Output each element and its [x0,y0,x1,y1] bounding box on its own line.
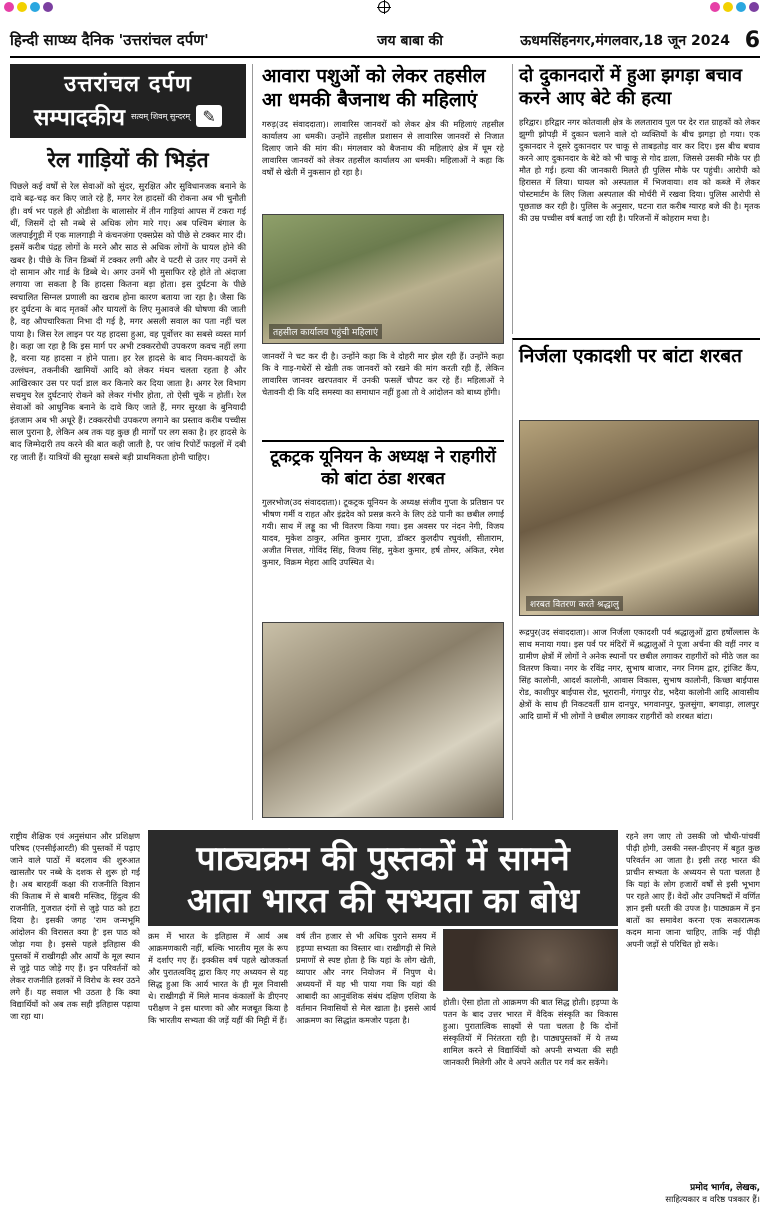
feature-col-c1: क्रम में भारत के इतिहास में आर्य अब आक्रमणकारी नहीं, बल्कि भारतीय मूल के रूप में दर्शाए गए हैं। इक्कीस वर्ष पहले खोजकर्ता और पुरातत्वविद् द्वारा किए गए अध्ययन से यह सिद्ध हुआ कि आर्य भारत के ही मूल निवासी थे। राखीगढ़ी में मिले मानव कंकालों के डीएनए परीक्षण ने इस धारणा को और मजबूत किया है कि भारतीय सभ्यता की जड़ें यहीं की मिट्टी में हैं। [148,931,288,1025]
story-union [262,440,504,820]
dot-icon [30,2,40,12]
feature-illustration [443,929,618,991]
story-cattle-body: गरुड़(उद संवाददाता)। लावारिस जानवरों को लेकर क्षेत्र की महिलाएं तहसील कार्यालय आ धमकी। उन्होंने तहसील प्रशासन से लावारिस जानवरों से निजात दिलाए जाने की मांग की। मंगलवार को बैजनाथ की महिलाएं क्षेत्र में घूम रहे लावारिस जानवरों को लेकर तहसील कार्यालय आ धमकी। महिलाओं ने कहा कि वर्षों से खेती में नुकसान हो रहा है। [262,119,504,177]
story-union-body: गुलरभोज(उद संवाददाता)। टूकट्रक यूनियन के अध्यक्ष संजीव गुप्ता के प्रतिष्ठान पर भीषण गर्मी व राहत और इंद्रदेव को प्रसन्न करने के लिए ठंडे पानी का छबील लगाई गयी। साथ में लड्डू का भी वितरण किया गया। इस अवसर पर नंदन नेगी, विजय यादव, मुकेश ठाकुर, अमित कुमार गुप्ता, डॉक्टर कुलदीप रघुवंशी, सीताराम, अजीत मित्तल, गोविंद सिंह, विजय सिंह, मुकेश कुमार, हर्ष तोमर, अंकित, रमेश कुमार, विक्रम मेहरा आदि उपस्थित थे। [262,497,504,567]
print-registration-strip [0,0,770,14]
place-date: ऊधमसिंहनगर,मंगलवार,18 जून 2024 [520,32,730,49]
nirjala-photo-caption: शरबत वितरण करते श्रद्धालु [526,596,623,611]
editorial-banner [10,64,246,138]
story-shop-body: हरिद्वार। हरिद्वार नगर कोतवाली क्षेत्र के ललताराव पुल पर देर रात ग्राहकों को लेकर झुग्गी झोपड़ी में दुकान चलाने वाले दो व्यक्तियों के बीच झगड़ा हो गया। एक दुकानदार ने दूसरे दुकानदार पर चाकू से ताबड़तोड़ वार कर दिए। इस बीच बचाव करने आए दुकानदार के बेटे को भी चाकू से गोद डाला, जिससे उसकी मौके पर ही मौत हो गई। हत्या की जानकारी मिलते ही पुलिस मौके पर पहुंची। आरोपी को हिरासत में लिया। घायल को अस्पताल में भिजवाया। शव को कब्जे में लेकर पोस्टमार्टम के लिए जिला अस्पताल की मोर्चरी में रखवा दिया। पुलिस आरोपी से पूछताछ कर रही है। पुलिस के अनुसार, घटना रात करीब ग्यारह बजे की है। मृतक की उम्र पच्चीस वर्ष बताई जा रही है। परिजनों में कोहराम मचा है। [519,117,760,223]
feature-byline-role: साहित्यकार व वरिष्ठ पत्रकार हैं। [665,1195,760,1205]
story-cattle-headline: आवारा पशुओं को लेकर तहसील आ धमकी बैजनाथ की महिलाएं [262,65,486,111]
editorial-section-title: सम्पादकीय [33,104,125,131]
dot-icon [43,2,53,12]
story-shop-headline: दो दुकानदारों में हुआ झगड़ा बचाव करने आए बेटे की हत्या [519,65,742,109]
feature-col-right-text: रहने लग जाए तो उसकी जो चौथी-पांचवीं पीढ़ी होगी, उसकी नस्ल-डीएनए में बहुत कुछ परिवर्तन आ जाता है। इसी तरह भारत की प्राचीन सभ्यता के अध्ययन से पता चलता है कि यहां के लोग हजारों वर्षों से इसी भूभाग पर रहते आए हैं। वेदों और उपनिषदों में वर्णित ज्ञान इसी धरती की उपज है। पाठ्यक्रम में इन बातों का समावेश करना एक सकारात्मक कदम माना जाना चाहिए, ताकि नई पीढ़ी अपनी जड़ों से परिचित हो सके। [626,831,760,949]
editorial-column [10,64,253,820]
story-nirjala-headline: निर्जला एकादशी पर बांटा शरबत [519,345,742,367]
nirjala-sharbat-photo [519,420,759,616]
page-number: 6 [744,27,760,53]
cattle-photo-caption: तहसील कार्यालय पहुंची महिलाएं [269,324,382,339]
dot-icon [4,2,14,12]
feature-banner-line1: पाठ्यक्रम की पुस्तकों में सामने [196,839,570,879]
feature-col-c2: वर्ष तीन हजार से भी अधिक पुराने समय में हड़प्पा सभ्यता का विस्तार था। राखीगढ़ी से मिले प्रमाणों से स्पष्ट होता है कि यहां के लोग खेती, व्यापार और नगर नियोजन में निपुण थे। अध्ययनों में यह भी पाया गया कि यहां की आबादी का आनुवंशिक संबंध दक्षिण एशिया के वर्तमान निवासियों से मेल खाता है। इससे आर्य आक्रमण का सिद्धांत कमजोर पड़ता है। [296,931,436,1025]
editorial-headline: रेल गाड़ियों की भिड़ंत [47,147,209,172]
story-cattle-body-continued: जानवरों ने चट कर दी है। उन्होंने कहा कि वे दोहरी मार झेल रही हैं। उन्होंने कहा कि वे गाड़-गधेरों से खेती तक जानवरों को रखने की मांग करती रही हैं, लेकिन लावारिस जानवर खरपतवार में उनकी फसलें चौपट कर रहे हैं। महिलाओं ने चेतावनी दी कि यदि समस्या का समाधान नहीं हुआ तो वे आंदोलन को बाध्य होंगी। [262,351,504,397]
pen-icon: ✎ [196,105,222,127]
feature-banner-line2: आता भारत की सभ्यता का बोध [186,881,580,921]
dot-icon [710,2,720,12]
story-union-headline: टूकट्रक यूनियन के अध्यक्ष ने राहगीरों को बांटा ठंडा शरबत [270,447,496,489]
cattle-protest-photo [262,214,504,344]
feature-banner [148,830,618,926]
story-nirjala [512,338,760,820]
masthead-motto: जय बाबा की [377,32,443,49]
story-cattle [262,64,504,436]
registration-target-icon [378,1,390,13]
feature-col-c3: होती। ऐसा होता तो आक्रमण की बात सिद्ध होती। हड़प्पा के पतन के बाद उत्तर भारत में वैदिक संस्कृति का विकास हुआ। पुरातात्विक साक्ष्यों से पता चलता है कि दोनों संस्कृतियों में निरंतरता रही है। पाठ्यपुस्तकों में ये तथ्य शामिल करने से विद्यार्थियों को अपनी सभ्यता की सही जानकारी मिलेगी और वे अपने अतीत पर गर्व कर सकेंगे। [443,997,618,1067]
feature-byline-author: प्रमोद भार्गव, लेखक, [690,1183,760,1193]
page-masthead [10,24,760,58]
color-registration-dots-left [4,2,53,12]
dot-icon [723,2,733,12]
dot-icon [17,2,27,12]
story-shop-fight [512,64,760,334]
editorial-body: पिछले कई वर्षों से रेल सेवाओं को सुंदर, सुरक्षित और सुविधानजक बनाने के दावे बढ़-चढ़ कर किए जाते रहे हैं, मगर रेल हादसों की रोकना अब भी चुनौती ही। वर्ष भर पहले ही ओडीशा के बालासोर में तीन गाड़ियां आपस में टकरा गई थीं, जिसमें दो सौ नब्बे से अधिक लोग मारे गए। अब पश्चिम बंगाल के जलपाईगुड़ी में एक मालगाड़ी ने कंचनजंगा एक्सप्रेस को पीछे से टक्कर मार दी। इसमें करीब पंद्रह लोगों के मरने और साठ से अधिक लोगों के घायल होने की खबर है। पीछे के जिन डिब्बों में टक्कर लगी और वे पटरी से उतर गए उनमें से दो सामान और गार्ड के डिब्बे थे। अगर उनमें भी मुसाफिर रहे होते तो अंदाजा लगाया जा सकता है कि हादसा कितना बड़ा होता। इस दुर्घटना के पीछे स्वचालित सिग्नल प्रणाली का खराब होना कारण बताया जा रहा है। जैसा कि हर दुर्घटना के बाद मृतकों और घायलों के लिए मुआवजे की घोषणा की जाती है, वह औपचारिकता निभा दी गई है, मगर असली सवाल का पता नहीं चल पाया है। जिस रेल लाइन पर यह हादसा हुआ, वह पूर्वोत्तर का सबसे व्यस्त मार्ग है। कहा जा रहा है कि इस मार्ग पर अभी टक्कररोधी उपकरण कवच नहीं लगा है, वरना यह हादसा न होने पाता। हर रेल हादसे के बाद नियम-कायदों के उल्लंघन, तकनीकी खामियों आदि को लेकर मंथन चलता रहता है और आखिरकार उस पर पर्दा डाल कर किनारे कर दिया जाता है। अगर रेल विभाग सचमुच रेल दुर्घटनाएं रोकने को लेकर गंभीर होता, तो ऐसी चूकें न होतीं। रेल सेवाओं को आधुनिक बनाने के दावे किए जाते हैं, मगर सुरक्षा के बुनियादी इंतजाम अब भी अधूरे हैं। टक्कररोधी उपकरण लगाने का प्रस्ताव करीब पच्चीस साल पुराना है, लेकिन अब तक यह कुछ ही मार्गों पर लग सका है। हर हादसे के बाद जिम्मेदारी तय करने की बात कही जाती है, पर जांच रिपोर्टें फाइलों में दबी रह जाती हैं। यात्रियों की सुरक्षा सबसे बड़ी प्राथमिकता होनी चाहिए। [10,181,246,462]
union-sharbat-photo [262,622,504,818]
feature-col-left: राष्ट्रीय शैक्षिक एवं अनुसंधान और प्रशिक्षण परिषद (एनसीईआरटी) की पुस्तकों में पढ़ाए जाने वाले पाठों में बदलाव की शुरुआत खासतौर पर नब्बे के दशक से शुरू हो गई है। अब बारहवीं कक्षा की राजनीति विज्ञान की किताब में से बाबरी मस्जिद, हिंदुत्व की राजनीति, गुजरात दंगों से जुड़े पाठ को हटा दिया है। इसकी जगह 'राम जन्मभूमि आंदोलन की विरासत क्या है' इस पाठ को जोड़ा गया है। इससे पहले इतिहास की पुस्तकों में राखीगढ़ी और आर्यों के मूल स्थान से जुड़े पाठ जोड़े गए हैं। इन परिवर्तनों को लेकर राजनीति हलकों में विरोध के स्वर उठने लगे हैं। यह सवाल भी उठता है कि क्या विद्यार्थियों को अब तक सही इतिहास पढ़ाया जा रहा था। [10,831,140,1021]
dot-icon [736,2,746,12]
editorial-brand: उत्तरांचल दर्पण [64,71,192,97]
story-nirjala-body: रूद्रपुर(उद संवाददाता)। आज निर्जला एकादशी पर्व श्रद्धालुओं द्वारा हर्षोल्लास के साथ मनाया गया। इस पर्व पर मंदिरों में श्रद्धालुओं ने पूजा अर्चना की वहीं नगर व ग्रामीण क्षेत्रों में लोगों ने अनेक स्थानों पर छबील लगाकर राहगीरों को मीठे जल का वितरण किया। नगर के रविंद्र नगर, सुभाष बाजार, नगर निगम द्वार, ट्रांजिट कैंप, सिंह कालोनी, आदर्श कालोनी, आवास विकास, सुभाष कालोनी, किच्छा बाईपास रोड, काशीपुर बाईपास रोड, भूरारानी, गंगापुर रोड, भदैया कालोनी आदि आवासीय क्षेत्रों के साथ ही निकटवर्ती ग्राम दानपुर, भगवानपुर, फुलसुंगा, बगवाड़ा, लालपुर आदि ग्रामों में भी लोगों ने छबील लगाकर राहगीरों को शरबत बांटा। [519,627,759,721]
paper-name: हिन्दी साप्ध्य दैनिक 'उत्तरांचल दर्पण' [10,31,209,49]
news-region [262,64,760,820]
dot-icon [749,2,759,12]
editorial-title-row [10,100,246,132]
editorial-motto: सत्यम् शिवम् सुन्दरम् [130,111,191,121]
color-registration-dots-right [710,2,759,12]
feature-col-right [626,830,760,1214]
